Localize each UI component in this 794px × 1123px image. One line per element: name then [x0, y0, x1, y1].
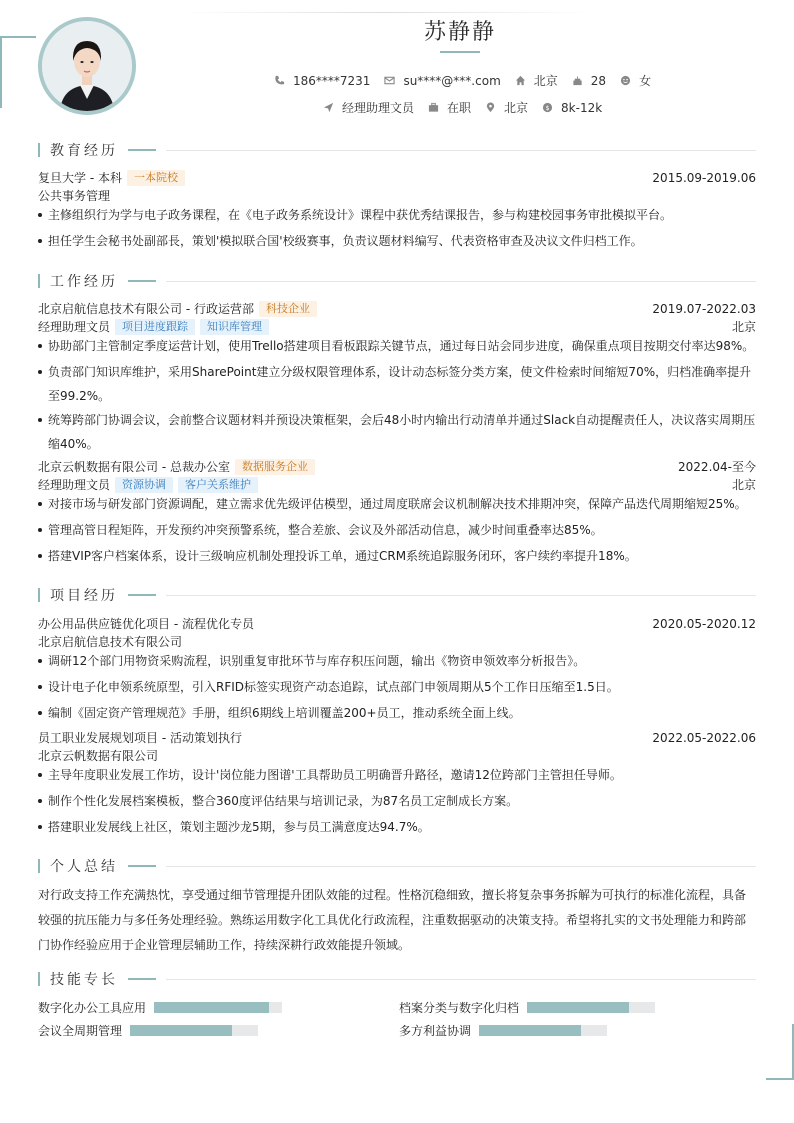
skill-level-bar: [130, 1025, 258, 1036]
skill-item: [38, 1022, 258, 1039]
skill-level-fill: [527, 1002, 629, 1013]
project-org: 北京启航信息技术有限公司: [38, 635, 183, 649]
company-tag: 数据服务企业: [235, 459, 315, 475]
gender-text: 女: [639, 74, 652, 88]
skill-level-fill: [479, 1025, 581, 1036]
section-education-header: [38, 142, 756, 158]
section-title: 项目经历: [50, 588, 118, 604]
candidate-name: 苏静静: [423, 20, 496, 45]
skill-tag: 客户关系维护: [178, 477, 258, 493]
email-info: [384, 74, 500, 88]
school-tag: 一本院校: [127, 170, 185, 186]
section-summary-header: [38, 858, 756, 874]
skill-level-bar: [527, 1002, 655, 1013]
list-item: 设计电子化申领系统原型，引入RFID标签实现资产动态追踪，试点部门申领周期从5个工作日压缩至1.5日。: [38, 675, 756, 699]
list-item: 对接市场与研发部门资源调配，建立需求优先级评估模型，通过周度联席会议机制解决技术排期冲突，保障产品迭代周期缩短25%。: [38, 492, 756, 516]
list-item: 管理高管日程矩阵，开发预约冲突预警系统，整合差旅、会议及外部活动信息，减少时间重叠率达85%。: [38, 518, 756, 542]
section-title: 个人总结: [50, 859, 118, 875]
salary-info: [542, 101, 602, 115]
contact-info-row: [274, 72, 665, 89]
job-info-row: [323, 99, 616, 116]
project-name: 员工职业发展规划项目 - 活动策划执行: [38, 731, 242, 745]
gender-info: [620, 72, 651, 89]
list-item: 编制《固定资产管理规范》手册，组织6期线上培训覆盖200+员工，推动系统全面上线。: [38, 701, 756, 725]
work-title-row: [38, 318, 756, 335]
phone-info: [274, 74, 370, 88]
job-title: 经理助理文员: [38, 320, 111, 334]
name-underline: [440, 51, 480, 53]
school-name: 复旦大学 - 本科: [38, 171, 122, 185]
summary-text: 对行政支持工作充满热忱，享受通过细节管理提升团队效能的过程。性格沉稳细致，擅长将复杂事务拆解为可执行的标准化流程，具备较强的抗压能力与多任务处理经验。熟练运用数字化工具优化行政流程，注重数据驱动的决策支持。希望将扎实的文书处理能力和跨部门协作经验应用于企业管理层辅助工作，持续深耕行政效能提升领域。: [38, 888, 747, 952]
skill-item: [399, 1022, 607, 1039]
education-date: 2015.09-2019.06: [652, 170, 756, 185]
company-tag: 科技企业: [259, 301, 317, 317]
city-text: 北京: [504, 101, 529, 115]
home-icon: [515, 75, 526, 86]
skill-item: [38, 999, 282, 1016]
project-row: [38, 615, 756, 632]
section-work-header: [38, 273, 756, 289]
skill-tag: 资源协调: [115, 477, 173, 493]
company-name: 北京启航信息技术有限公司 - 行政运营部: [38, 302, 254, 316]
section-projects-header: [38, 587, 756, 603]
header-top-line: [180, 12, 590, 13]
money-icon: [542, 102, 553, 113]
position-info: [323, 99, 414, 116]
list-item: 协助部门主管制定季度运营计划，使用Trello搭建项目看板跟踪关键节点，通过每日站会同步进度，确保重点项目按期交付率达98%。: [38, 334, 756, 358]
skill-item: [399, 999, 655, 1016]
age-text: 28: [590, 73, 607, 88]
salary-text: 8k-12k: [561, 100, 603, 115]
section-title: 技能专长: [50, 972, 118, 988]
major-name: 公共事务管理: [38, 189, 111, 203]
work-company-row: [38, 458, 756, 475]
work-date: 2019.07-2022.03: [652, 301, 756, 316]
skill-name: 多方利益协调: [399, 1024, 472, 1038]
project-org: 北京云帆数据有限公司: [38, 749, 159, 763]
phone-icon: [274, 75, 285, 86]
skill-name: 数字化办公工具应用: [38, 1001, 147, 1015]
major-row: [38, 187, 756, 204]
list-item: 调研12个部门用物资采购流程，识别重复审批环节与库存积压问题，输出《物资申领效率分析报告》。: [38, 649, 756, 673]
status-info: [428, 99, 471, 116]
send-icon: [323, 102, 334, 113]
mail-icon: [384, 75, 395, 86]
project-org-row: [38, 633, 756, 650]
city-info: [485, 99, 528, 116]
skill-name: 会议全周期管理: [38, 1024, 123, 1038]
corner-decoration-top-left-vertical: [0, 36, 2, 108]
age-info: [572, 74, 606, 88]
project-org-row: [38, 747, 756, 764]
company-name: 北京云帆数据有限公司 - 总裁办公室: [38, 460, 230, 474]
list-item: 搭建职业发展线上社区，策划主题沙龙5期，参与员工满意度达94.7%。: [38, 815, 756, 839]
work-title-row: [38, 476, 756, 493]
work-date: 2022.04-至今: [678, 460, 756, 474]
skill-name: 档案分类与数字化归档: [399, 1001, 520, 1015]
skill-tag: 项目进度跟踪: [115, 319, 195, 335]
briefcase-icon: [428, 102, 439, 113]
cake-icon: [572, 75, 583, 86]
list-item: 统筹跨部门协调会议，会前整合议题材料并预设决策框架，会后48小时内输出行动清单并通过Slack自动提醒责任人，决议落实周期压缩40%。: [38, 408, 756, 456]
phone-text: 186****7231: [293, 73, 371, 88]
list-item: 制作个性化发展档案模板，整合360度评估结果与培训记录，为87名员工定制成长方案。: [38, 789, 756, 813]
hometown-text: 北京: [533, 74, 558, 88]
svg-text:$: $: [545, 103, 550, 112]
project-row: [38, 729, 756, 746]
education-row: [38, 169, 756, 186]
status-text: 在职: [447, 101, 472, 115]
work-company-row: [38, 300, 756, 317]
project-date: 2022.05-2022.06: [652, 730, 756, 745]
section-title: 教育经历: [50, 143, 118, 159]
list-item: 主导年度职业发展工作坊，设计'岗位能力图谱'工具帮助员工明确晋升路径，邀请12位跨部门主管担任导师。: [38, 763, 756, 787]
list-item: 担任学生会秘书处副部長，策划'模拟联合国'校级赛事，负责议题材料编写、代表资格审查及决议文件归档工作。: [38, 229, 756, 253]
skill-level-bar: [154, 1002, 282, 1013]
email-text: su****@***.com: [403, 73, 501, 88]
list-item: 负责部门知识库维护，采用SharePoint建立分级权限管理体系，设计动态标签分类方案，使文件检索时间缩短70%，归档准确率提升至99.2%。: [38, 360, 756, 408]
skill-level-bar: [479, 1025, 607, 1036]
section-title: 工作经历: [50, 274, 118, 290]
work-location: 北京: [731, 320, 756, 334]
skill-tag: 知识库管理: [200, 319, 269, 335]
skill-level-fill: [154, 1002, 269, 1013]
project-date: 2020.05-2020.12: [652, 616, 756, 631]
section-skills-header: [38, 971, 756, 987]
list-item: 搭建VIP客户档案体系，设计三级响应机制处理投诉工单，通过CRM系统追踪服务闭环，客户续约率提升18%。: [38, 544, 756, 568]
corner-decoration-bottom-right: [766, 1078, 794, 1080]
position-text: 经理助理文员: [342, 101, 415, 115]
location-pin-icon: [485, 102, 496, 113]
list-item: 主修组织行为学与电子政务课程，在《电子政务系统设计》课程中获优秀结课报告，参与构建校园事务审批模拟平台。: [38, 203, 756, 227]
work-location: 北京: [731, 478, 756, 492]
job-title: 经理助理文员: [38, 478, 111, 492]
skill-level-fill: [130, 1025, 232, 1036]
hometown-info: [515, 72, 558, 89]
smile-icon: [620, 75, 631, 86]
project-name: 办公用品供应链优化项目 - 流程优化专员: [38, 617, 254, 631]
